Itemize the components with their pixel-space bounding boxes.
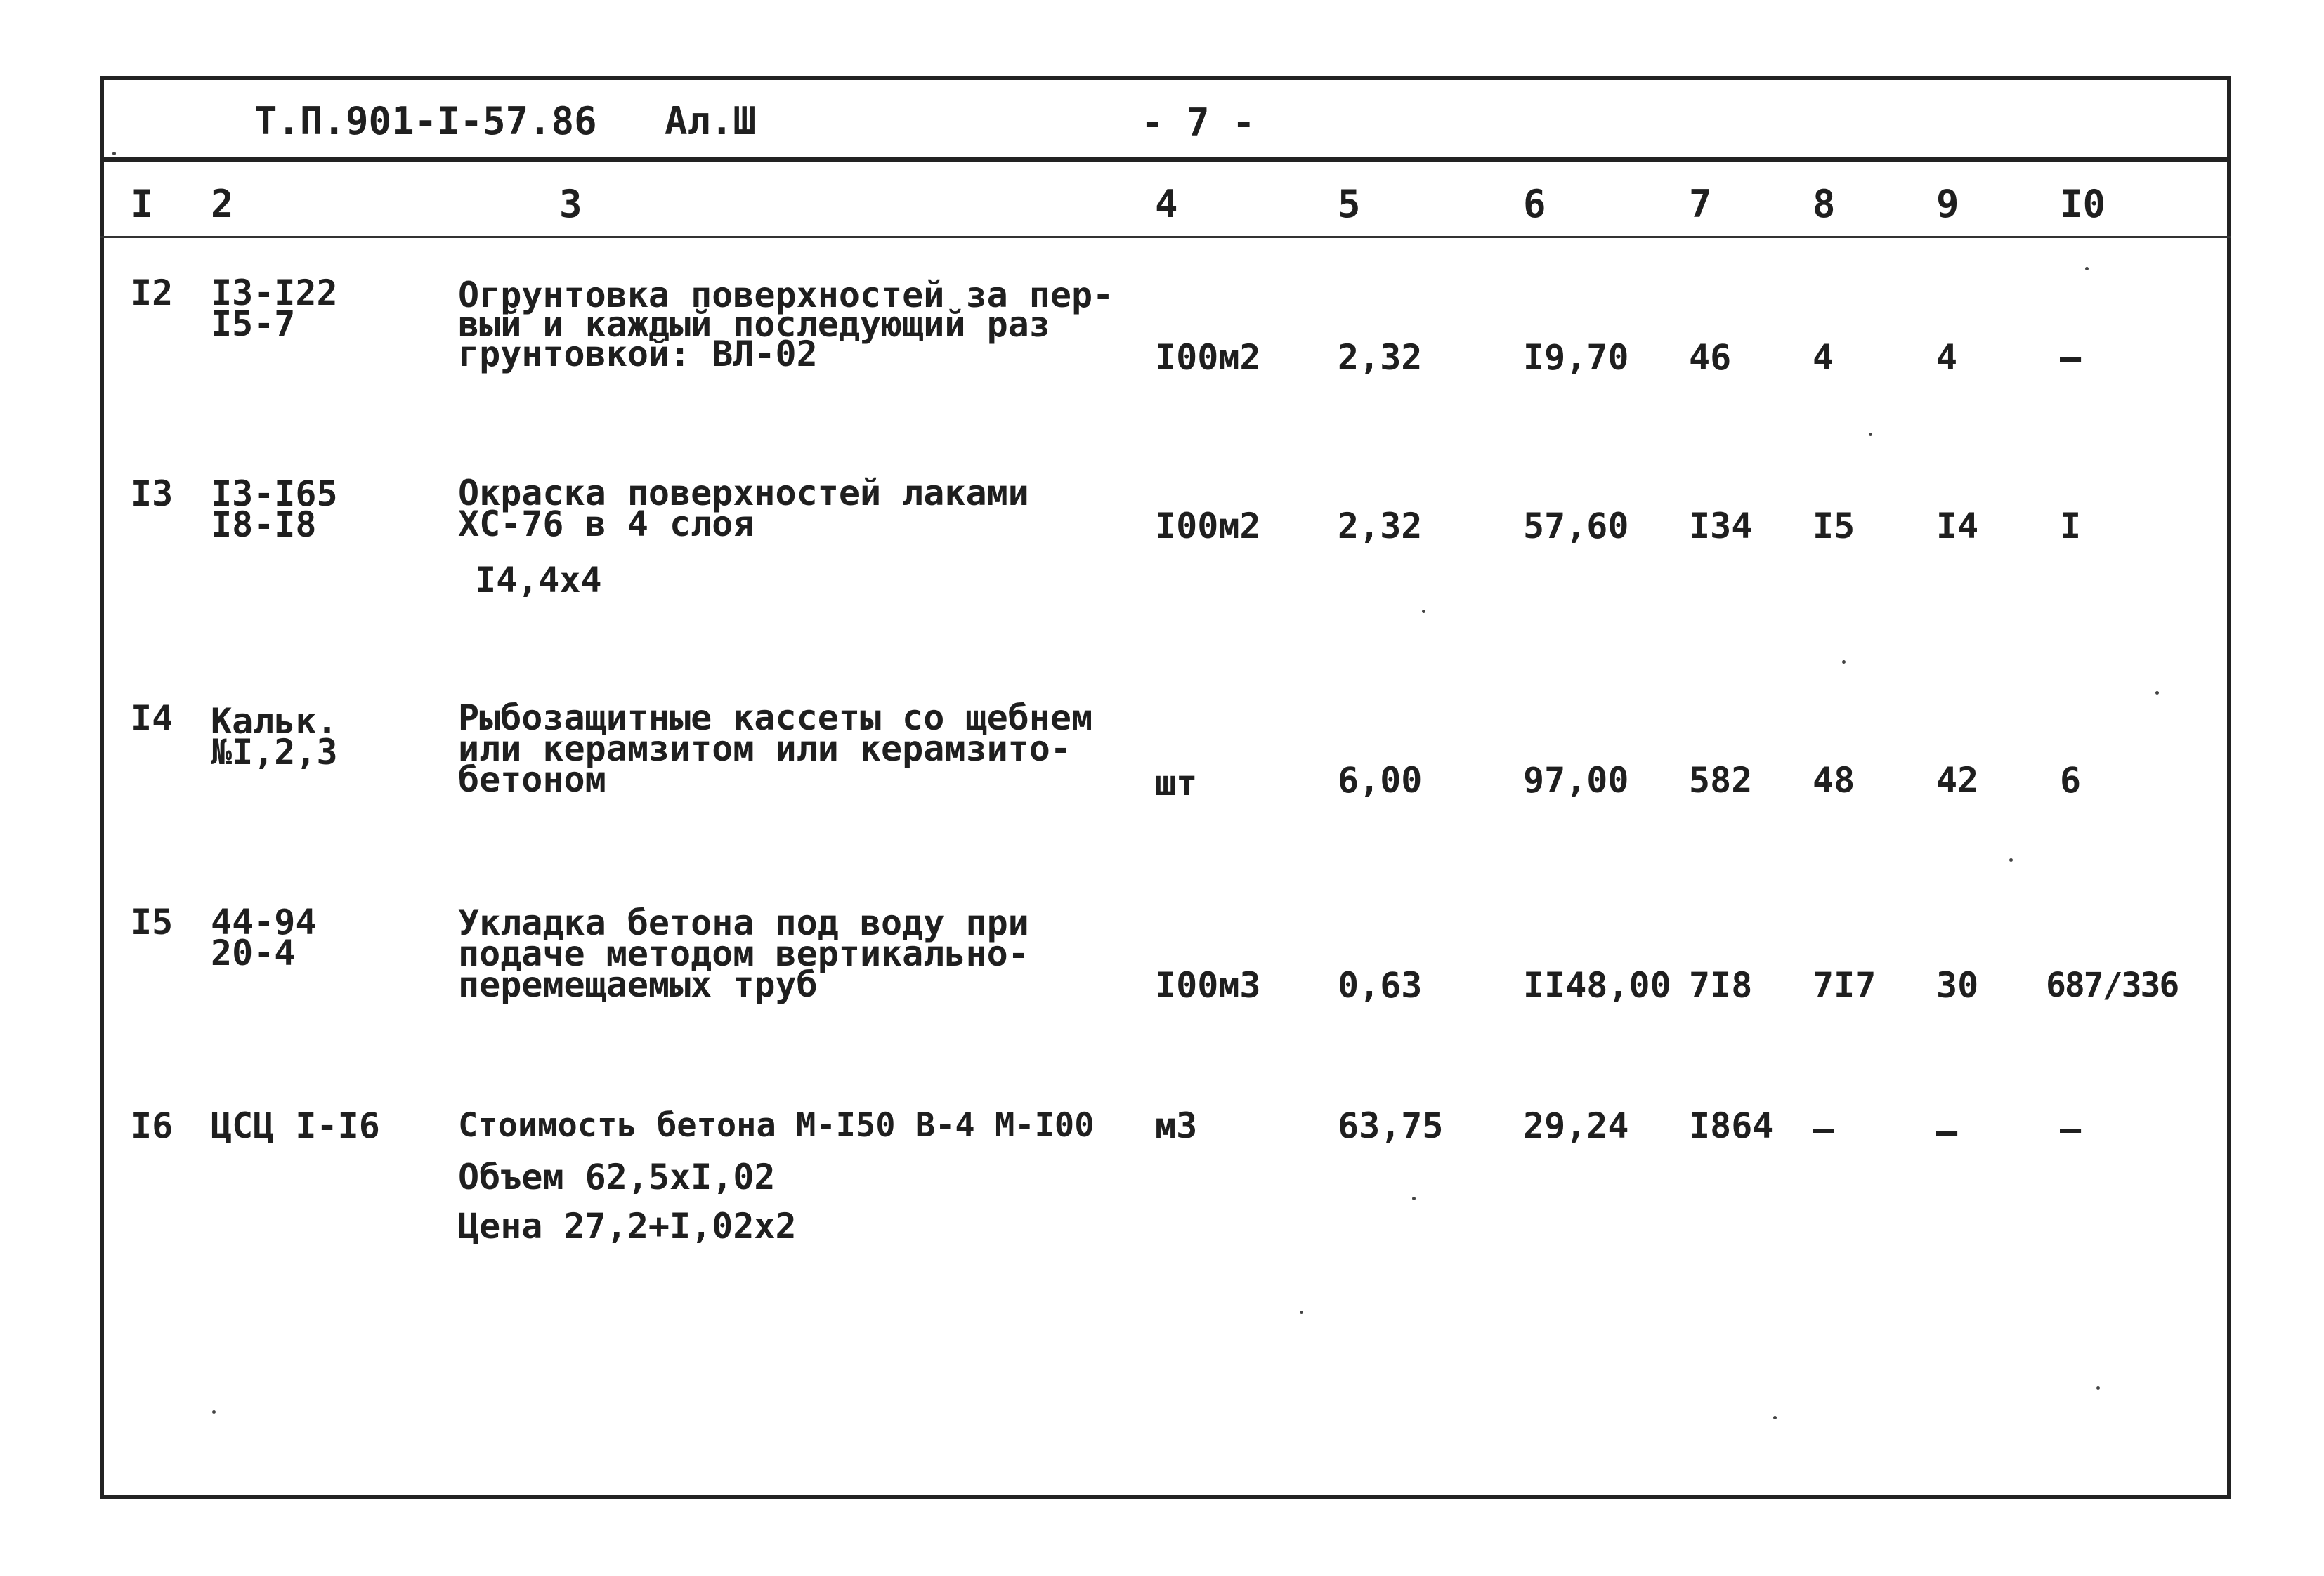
quantity-cell: 0,63 bbox=[1338, 965, 1423, 1006]
scan-speck bbox=[1773, 1416, 1777, 1419]
unit-cell: I00м2 bbox=[1155, 506, 1261, 546]
column-9-cell: 42 bbox=[1936, 760, 1979, 801]
column-header-7: 7 bbox=[1689, 182, 1712, 226]
column-10-cell: – bbox=[2060, 1108, 2082, 1149]
row-number: I4 bbox=[131, 698, 174, 739]
column-8-cell: I5 bbox=[1813, 506, 1855, 546]
total-cell: I34 bbox=[1689, 506, 1753, 546]
rate-code: I3-I65 bbox=[211, 473, 338, 514]
column-header-4: 4 bbox=[1155, 182, 1178, 226]
column-8-cell: 48 bbox=[1813, 760, 1855, 801]
column-9-cell: 4 bbox=[1936, 337, 1958, 378]
work-description: подаче методом вертикально- bbox=[458, 933, 1029, 974]
quantity-cell: 2,32 bbox=[1338, 506, 1423, 546]
rate-code: №I,2,3 bbox=[211, 732, 338, 773]
rate-code: I3-I22 bbox=[211, 272, 338, 313]
scan-speck bbox=[1842, 660, 1846, 664]
scan-speck bbox=[1869, 433, 1872, 436]
unit-price-cell: 29,24 bbox=[1523, 1105, 1629, 1146]
row-number: I3 bbox=[131, 473, 174, 514]
unit-price-cell: 97,00 bbox=[1523, 760, 1629, 801]
scan-speck bbox=[1422, 610, 1425, 613]
column-10-cell: I bbox=[2060, 506, 2082, 546]
scan-speck bbox=[112, 152, 116, 155]
column-header-9: 9 bbox=[1936, 182, 1959, 226]
work-description: или керамзитом или керамзито- bbox=[458, 728, 1071, 769]
unit-cell: м3 bbox=[1155, 1105, 1198, 1146]
work-description: Стоимость бетона М-I50 В-4 М-I00 bbox=[458, 1106, 1095, 1145]
rate-code: 44-94 bbox=[211, 902, 317, 943]
work-description: грунтовкой: ВЛ-02 bbox=[458, 334, 818, 374]
rate-code: I8-I8 bbox=[211, 504, 317, 545]
column-header-8: 8 bbox=[1813, 182, 1836, 226]
rate-code: Кальк. bbox=[211, 701, 338, 742]
column-8-cell: 4 bbox=[1813, 337, 1834, 378]
column-header-5: 5 bbox=[1338, 182, 1361, 226]
scan-speck bbox=[1412, 1197, 1416, 1200]
calculation-note: I4,4x4 bbox=[475, 560, 602, 600]
page-number: - 7 - bbox=[1141, 100, 1255, 145]
scan-speck bbox=[2096, 1386, 2100, 1390]
rate-code: I5-7 bbox=[211, 303, 296, 344]
total-cell: I864 bbox=[1689, 1105, 1774, 1146]
column-9-cell: 30 bbox=[1936, 965, 1979, 1006]
work-description: бетоном bbox=[458, 759, 606, 800]
calculation-note: Цена 27,2+I,02x2 bbox=[458, 1206, 797, 1247]
unit-price-cell: I9,70 bbox=[1523, 337, 1629, 378]
quantity-cell: 2,32 bbox=[1338, 337, 1423, 378]
album-label: Ал.Ш bbox=[665, 99, 757, 143]
unit-cell: шт bbox=[1155, 763, 1198, 803]
unit-price-cell: II48,00 bbox=[1523, 965, 1671, 1006]
column-9-cell: I4 bbox=[1936, 506, 1979, 546]
rate-code: ЦСЦ I-I6 bbox=[211, 1105, 380, 1146]
column-10-cell: 6 bbox=[2060, 760, 2082, 801]
scan-speck bbox=[2155, 691, 2159, 695]
column-header-1: I bbox=[131, 182, 154, 226]
row-number: I6 bbox=[131, 1105, 174, 1146]
scan-speck bbox=[212, 1410, 216, 1414]
column-10-cell: 687/336 bbox=[2046, 966, 2179, 1005]
column-8-cell: – bbox=[1813, 1108, 1834, 1149]
scan-speck bbox=[1300, 1311, 1303, 1314]
column-header-2: 2 bbox=[211, 182, 234, 226]
column-header-divider bbox=[100, 236, 2231, 238]
work-description: Окраска поверхностей лаками bbox=[458, 473, 1029, 513]
work-description: перемещаемых труб bbox=[458, 964, 818, 1005]
unit-cell: I00м2 bbox=[1155, 337, 1261, 378]
column-8-cell: 7I7 bbox=[1813, 965, 1876, 1006]
column-header-6: 6 bbox=[1523, 182, 1546, 226]
total-cell: 7I8 bbox=[1689, 965, 1753, 1006]
quantity-cell: 6,00 bbox=[1338, 760, 1423, 801]
row-number: I2 bbox=[131, 272, 174, 313]
total-cell: 46 bbox=[1689, 337, 1732, 378]
column-10-cell: – bbox=[2060, 337, 2082, 378]
unit-cell: I00м3 bbox=[1155, 965, 1261, 1006]
total-cell: 582 bbox=[1689, 760, 1753, 801]
work-description: вый и каждый последующий раз bbox=[458, 304, 1050, 345]
header-divider bbox=[100, 157, 2231, 162]
rate-code: 20-4 bbox=[211, 933, 296, 973]
column-9-cell: – bbox=[1936, 1111, 1958, 1152]
work-description: Рыбозащитные кассеты со щебнем bbox=[458, 697, 1093, 738]
work-description: Укладка бетона под воду при bbox=[458, 902, 1029, 943]
scan-speck bbox=[2009, 858, 2013, 862]
quantity-cell: 63,75 bbox=[1338, 1105, 1444, 1146]
work-description: Огрунтовка поверхностей за пер- bbox=[458, 275, 1114, 315]
calculation-note: Объем 62,5xI,02 bbox=[458, 1157, 776, 1197]
work-description: ХС-76 в 4 слоя bbox=[458, 504, 755, 544]
column-header-3: 3 bbox=[559, 182, 582, 226]
scan-speck bbox=[2085, 267, 2089, 270]
row-number: I5 bbox=[131, 902, 174, 943]
document-code: Т.П.901-I-57.86 bbox=[254, 99, 597, 143]
unit-price-cell: 57,60 bbox=[1523, 506, 1629, 546]
column-header-10: I0 bbox=[2060, 182, 2106, 226]
